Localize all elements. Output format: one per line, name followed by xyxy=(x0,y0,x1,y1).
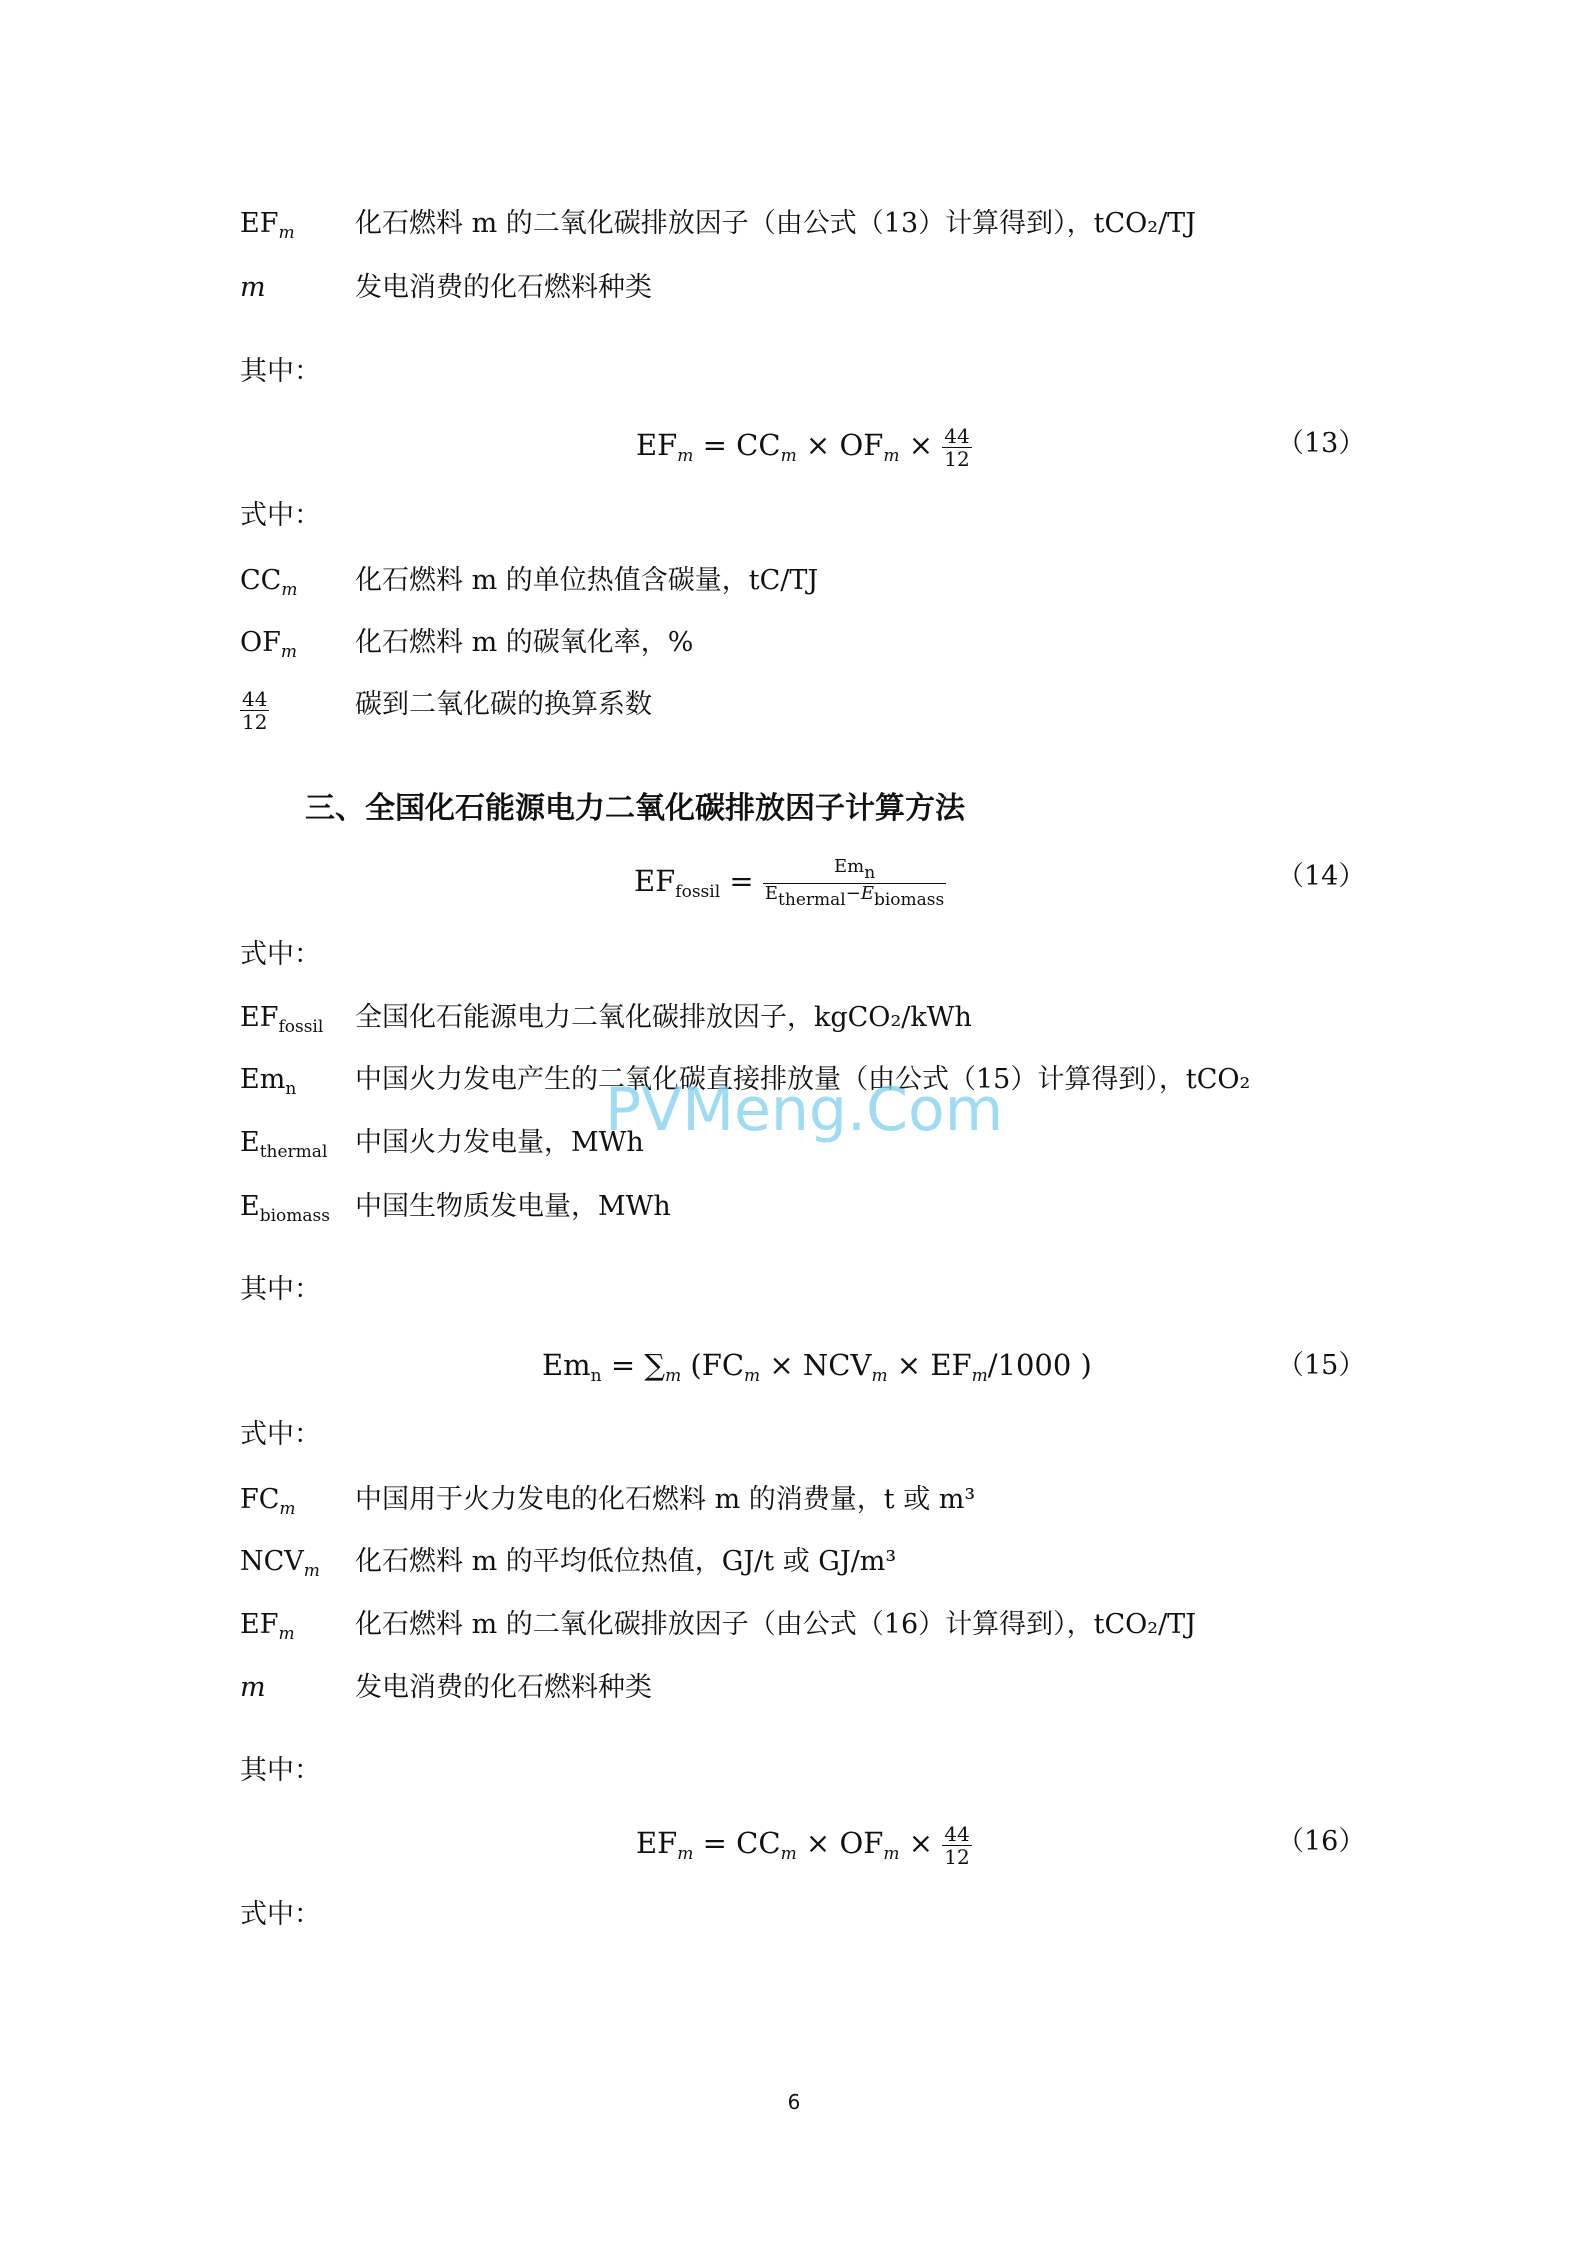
symbol-ef-fossil: $EF_{fossil}$ xyxy=(240,1002,324,1037)
definition-m: 发电消费的化石燃料种类 xyxy=(355,272,652,303)
equation-16: $EF_m = CC_m \times OF_m$ × $\frac{44}{12}$ xyxy=(636,1821,970,1869)
formula-label: 式中： xyxy=(240,1899,321,1930)
formula-label: 式中： xyxy=(240,500,321,531)
definition-of-m: 化石燃料 m 的碳氧化率，% xyxy=(355,627,694,658)
definition-fraction-44-12: 碳到二氧化碳的换算系数 xyxy=(355,689,652,720)
definition-ef-fossil: 全国化石能源电力二氧化碳排放因子，kgCO₂/kWh xyxy=(355,1002,972,1033)
fraction-em-over-e: $\frac{\text{Emn}}{\text{Ethermal−Ebiomass}}$ xyxy=(764,855,945,910)
formula-label: 式中： xyxy=(240,1419,321,1450)
equation-13: $EF_m = CC_m \times OF_m$ × $\frac{44}{12}$ xyxy=(636,423,970,471)
section-heading: 三、全国化石能源电力二氧化碳排放因子计算方法 xyxy=(305,791,965,826)
where-label: 其中： xyxy=(240,1755,321,1786)
definition-ef-m: 化石燃料 m 的二氧化碳排放因子（由公式（16）计算得到），tCO₂/TJ xyxy=(355,1609,1197,1640)
formula-label: 式中： xyxy=(240,939,321,970)
symbol-e-thermal: $E_{thermal}$ xyxy=(240,1127,328,1162)
definition-e-thermal: 中国火力发电量，MWh xyxy=(355,1127,644,1158)
equation-number-14: （14） xyxy=(1277,861,1366,892)
symbol-fc-m: $FC_m$ xyxy=(240,1484,296,1519)
fraction-44-12: $\frac{44}{12}$ xyxy=(944,423,970,471)
definition-e-biomass: 中国生物质发电量，MWh xyxy=(355,1191,671,1222)
equation-number-16: （16） xyxy=(1277,1826,1366,1857)
definition-fc-m: 中国用于火力发电的化石燃料 m 的消费量，t 或 m³ xyxy=(355,1484,976,1515)
symbol-ncv-m: $NCV_m$ xyxy=(240,1546,320,1581)
symbol-e-biomass: $E_{biomass}$ xyxy=(240,1191,330,1226)
definition-em-n: 中国火力发电产生的二氧化碳直接排放量（由公式（15）计算得到），tCO₂ xyxy=(355,1064,1251,1095)
equation-15: $Em_n = \sum_m$ ($FC_m \times NCV_m \times EF_m/1000$ ) xyxy=(542,1348,1092,1386)
equation-number-13: （13） xyxy=(1277,428,1366,459)
watermark: PVMeng.Com xyxy=(605,1075,1004,1145)
definition-m: 发电消费的化石燃料种类 xyxy=(355,1672,652,1703)
fraction-44-12: $\frac{44}{12}$ xyxy=(944,1821,970,1869)
symbol-fraction-44-12: $\frac{44}{12}$ xyxy=(242,687,268,734)
definition-cc-m: 化石燃料 m 的单位热值含碳量，tC/TJ xyxy=(355,565,819,596)
symbol-em-n: $Em_n$ xyxy=(240,1064,297,1099)
symbol-m: m xyxy=(240,1672,266,1703)
where-label: 其中： xyxy=(240,356,321,387)
definition-ef-m: 化石燃料 m 的二氧化碳排放因子（由公式（13）计算得到），tCO₂/TJ xyxy=(355,208,1197,239)
symbol-cc-m: $CC_m$ xyxy=(240,565,298,600)
definition-ncv-m: 化石燃料 m 的平均低位热值，GJ/t 或 GJ/m³ xyxy=(355,1546,897,1577)
symbol-ef-m: $EF_m$ xyxy=(240,208,295,243)
symbol-of-m: $OF_m$ xyxy=(240,627,297,662)
where-label: 其中： xyxy=(240,1274,321,1305)
equation-14: $EF_{fossil}$ = $\frac{\text{Emn}}{\text{Ethermal−Ebiomass}}$ xyxy=(634,855,945,910)
symbol-ef-m: $EF_m$ xyxy=(240,1609,295,1644)
equation-number-15: （15） xyxy=(1277,1350,1366,1381)
symbol-m: m xyxy=(240,272,266,303)
page-number: 6 xyxy=(787,2090,801,2114)
